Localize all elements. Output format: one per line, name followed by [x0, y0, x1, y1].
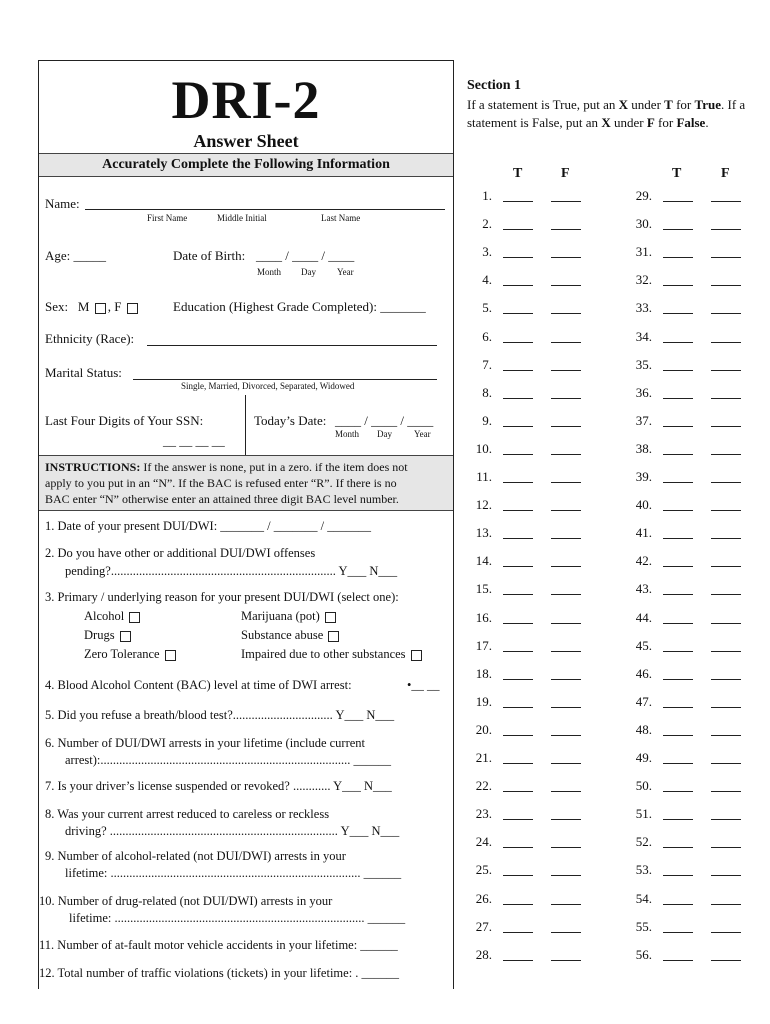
- item-number: 15.: [475, 581, 492, 597]
- question-7[interactable]: 7. Is your driver’s license suspended or revoked? ............ Y___ N___: [45, 779, 392, 793]
- question-9: 9. Number of alcohol-related (not DUI/DWI) arrests in your: [45, 849, 346, 863]
- question-2: 2. Do you have other or additional DUI/DWI offenses: [45, 546, 316, 560]
- item-number: 45.: [635, 637, 652, 653]
- answer-t-blank[interactable]: [503, 538, 533, 539]
- item-number: 21.: [475, 750, 492, 765]
- answer-t-blank[interactable]: [503, 679, 533, 680]
- answer-f-blank[interactable]: [711, 763, 741, 764]
- answer-f-blank[interactable]: [551, 426, 581, 427]
- answer-f-blank[interactable]: [711, 819, 741, 820]
- answer-t-blank[interactable]: [503, 313, 533, 314]
- item-number: 6.: [482, 328, 492, 344]
- answer-f-blank[interactable]: [551, 201, 581, 202]
- q3-option-marijuana[interactable]: Marijuana (pot): [241, 609, 338, 624]
- item-number: 27.: [475, 918, 492, 934]
- answer-f-blank[interactable]: [551, 566, 581, 567]
- item-number: 3.: [482, 244, 492, 260]
- answer-f-blank[interactable]: [551, 313, 581, 314]
- form-title: DRI-2: [171, 70, 321, 130]
- answer-f-blank[interactable]: [711, 370, 741, 371]
- sex-label: Sex:: [45, 299, 69, 314]
- answer-t-blank[interactable]: [503, 651, 533, 652]
- answer-f-blank[interactable]: [711, 313, 741, 314]
- answer-f-blank[interactable]: [551, 229, 581, 230]
- item-number: 55.: [635, 918, 652, 934]
- answer-t-blank[interactable]: [503, 201, 533, 202]
- item-number: 20.: [475, 721, 492, 737]
- answer-f-blank[interactable]: [551, 791, 581, 792]
- answer-f-blank[interactable]: [551, 285, 581, 286]
- item-number: 30.: [635, 216, 652, 232]
- item-number: 28.: [475, 946, 492, 962]
- answer-f-blank[interactable]: [551, 904, 581, 905]
- answer-f-blank[interactable]: [551, 763, 581, 764]
- answer-f-blank[interactable]: [551, 735, 581, 736]
- question-4: 4. Blood Alcohol Content (BAC) level at time of DWI arrest:: [45, 678, 352, 692]
- answer-f-blank[interactable]: [711, 285, 741, 286]
- answer-t-blank[interactable]: [503, 594, 533, 595]
- today-year-caption: Year: [414, 429, 431, 439]
- name-field[interactable]: [85, 209, 445, 210]
- item-number: 2.: [482, 216, 492, 232]
- answer-t-blank[interactable]: [503, 904, 533, 905]
- item-number: 8.: [482, 384, 492, 400]
- answer-t-blank[interactable]: [503, 763, 533, 764]
- answer-t-blank[interactable]: [663, 819, 693, 820]
- first-name-caption: First Name: [147, 213, 188, 223]
- item-number: 50.: [635, 778, 652, 794]
- answer-t-blank[interactable]: [663, 566, 693, 567]
- sex-f-checkbox[interactable]: [127, 303, 138, 314]
- q3-option-drugs[interactable]: Drugs: [84, 628, 133, 643]
- question-2-answer[interactable]: pending?........................................................................ Y___ N___: [65, 564, 398, 578]
- ethnicity-field[interactable]: [147, 345, 437, 346]
- answer-t-blank[interactable]: [503, 342, 533, 343]
- q3-option-other-substances[interactable]: Impaired due to other substances: [241, 647, 424, 662]
- item-number: 25.: [475, 862, 492, 878]
- answer-f-blank[interactable]: [551, 257, 581, 258]
- right-col-t-header: T: [672, 166, 682, 181]
- item-number: 10.: [475, 440, 492, 456]
- sex-m-label: M: [77, 299, 90, 314]
- dob-label: Date of Birth:: [173, 248, 246, 263]
- answer-f-blank[interactable]: [711, 398, 741, 399]
- answer-f-blank[interactable]: [711, 482, 741, 483]
- answer-f-blank[interactable]: [551, 932, 581, 933]
- today-label: Today’s Date:: [254, 413, 327, 428]
- q3-option-substance-abuse[interactable]: Substance abuse: [241, 628, 341, 643]
- answer-t-blank[interactable]: [503, 932, 533, 933]
- answer-f-blank[interactable]: [711, 454, 741, 455]
- item-number: 41.: [635, 525, 652, 541]
- question-5[interactable]: 5. Did you refuse a breath/blood test?................................ Y___ N___: [45, 708, 395, 722]
- dob-year-caption: Year: [337, 267, 354, 277]
- item-number: 56.: [635, 946, 652, 962]
- answer-f-blank[interactable]: [551, 651, 581, 652]
- answer-f-blank[interactable]: [551, 707, 581, 708]
- item-number: 52.: [635, 834, 652, 850]
- item-number: 43.: [635, 581, 652, 597]
- item-number: 13.: [475, 525, 492, 541]
- item-number: 22.: [475, 778, 492, 794]
- question-6-answer[interactable]: arrest):................................................................................ ______: [65, 753, 392, 767]
- answer-f-blank[interactable]: [711, 932, 741, 933]
- item-number: 48.: [635, 721, 652, 737]
- item-number: 12.: [475, 497, 492, 513]
- answer-f-blank[interactable]: [711, 566, 741, 567]
- ssn-label: Last Four Digits of Your SSN:: [45, 413, 204, 428]
- answer-f-blank[interactable]: [711, 257, 741, 258]
- answer-t-blank[interactable]: [663, 791, 693, 792]
- answer-t-blank[interactable]: [503, 510, 533, 511]
- answer-t-blank[interactable]: [663, 398, 693, 399]
- question-10: 10. Number of drug-related (not DUI/DWI) arrests in your: [39, 894, 333, 908]
- answer-t-blank[interactable]: [503, 454, 533, 455]
- section-1-title: Section 1: [467, 78, 522, 93]
- answer-t-blank[interactable]: [503, 791, 533, 792]
- item-number: 38.: [635, 440, 652, 456]
- answer-t-blank[interactable]: [503, 257, 533, 258]
- question-12[interactable]: 12. Total number of traffic violations (tickets) in your lifetime: . ______: [39, 966, 400, 980]
- item-number: 53.: [635, 862, 652, 878]
- marital-field[interactable]: [133, 379, 437, 380]
- question-6: 6. Number of DUI/DWI arrests in your lifetime (include current: [45, 736, 366, 750]
- answer-t-blank[interactable]: [503, 960, 533, 961]
- today-day-caption: Day: [377, 429, 392, 439]
- last-name-caption: Last Name: [321, 213, 361, 223]
- answer-f-blank[interactable]: [711, 594, 741, 595]
- answer-t-blank[interactable]: [503, 482, 533, 483]
- answer-t-blank[interactable]: [663, 594, 693, 595]
- instructions-heading: INSTRUCTIONS:: [45, 460, 141, 474]
- item-number: 33.: [635, 300, 652, 316]
- answer-f-blank[interactable]: [711, 679, 741, 680]
- question-3: 3. Primary / underlying reason for your present DUI/DWI (select one):: [45, 590, 399, 604]
- q3-option-alcohol[interactable]: Alcohol: [84, 609, 142, 624]
- item-number: 42.: [635, 553, 652, 569]
- answer-t-blank[interactable]: [663, 707, 693, 708]
- q3-option-zero-tolerance[interactable]: Zero Tolerance: [84, 647, 178, 662]
- other-substances-checkbox[interactable]: [411, 650, 422, 661]
- answer-f-blank[interactable]: [551, 847, 581, 848]
- item-number: 9.: [482, 412, 492, 428]
- section-1-instructions: If a statement is True, put an X under T for True. If a statement is False, put an X under F for False.: [467, 97, 746, 130]
- item-number: 29.: [635, 188, 652, 203]
- dob-day-caption: Day: [301, 267, 316, 277]
- answer-f-blank[interactable]: [551, 875, 581, 876]
- form-subtitle: Answer Sheet: [193, 131, 299, 151]
- answer-t-blank[interactable]: [503, 623, 533, 624]
- item-number: 1.: [482, 188, 492, 203]
- answer-t-blank[interactable]: [663, 285, 693, 286]
- item-number: 32.: [635, 272, 652, 288]
- ethnicity-label: Ethnicity (Race):: [45, 331, 135, 346]
- drugs-checkbox[interactable]: [120, 631, 131, 642]
- answer-t-blank[interactable]: [663, 313, 693, 314]
- answer-f-blank[interactable]: [711, 201, 741, 202]
- answer-f-blank[interactable]: [551, 342, 581, 343]
- answer-t-blank[interactable]: [663, 932, 693, 933]
- answer-f-blank[interactable]: [711, 904, 741, 905]
- answer-f-blank[interactable]: [551, 679, 581, 680]
- dob-month-caption: Month: [257, 267, 282, 277]
- answer-t-blank[interactable]: [663, 875, 693, 876]
- item-number: 19.: [475, 693, 492, 709]
- info-bar: Accurately Complete the Following Information: [39, 153, 453, 177]
- instructions-box: [39, 455, 453, 511]
- name-label: Name:: [45, 196, 80, 211]
- answer-t-blank[interactable]: [503, 370, 533, 371]
- marital-options-caption: Single, Married, Divorced, Separated, Widowed: [181, 381, 355, 391]
- answer-f-blank[interactable]: [551, 960, 581, 961]
- answer-t-blank[interactable]: [663, 229, 693, 230]
- answer-t-blank[interactable]: [663, 847, 693, 848]
- marijuana-checkbox[interactable]: [325, 612, 336, 623]
- answer-f-blank[interactable]: [551, 398, 581, 399]
- item-number: 14.: [475, 553, 492, 569]
- question-8: 8. Was your current arrest reduced to careless or reckless: [45, 807, 330, 821]
- item-number: 16.: [475, 609, 492, 625]
- item-number: 23.: [475, 806, 492, 822]
- answer-t-blank[interactable]: [503, 707, 533, 708]
- instructions-line-2: apply to you put in an “N”. If the BAC is refused enter “R”. If there is no: [45, 476, 397, 490]
- answer-t-blank[interactable]: [663, 482, 693, 483]
- item-number: 5.: [482, 300, 492, 316]
- answer-t-blank[interactable]: [663, 426, 693, 427]
- item-number: 44.: [635, 609, 652, 625]
- answer-t-blank[interactable]: [503, 819, 533, 820]
- answer-t-blank[interactable]: [503, 398, 533, 399]
- answer-f-blank[interactable]: [711, 960, 741, 961]
- item-number: 37.: [635, 412, 652, 428]
- zero-tolerance-checkbox[interactable]: [165, 650, 176, 661]
- answer-t-blank[interactable]: [663, 904, 693, 905]
- item-number: 36.: [635, 384, 652, 400]
- question-10-answer[interactable]: lifetime: ................................................................................ ______: [69, 911, 406, 925]
- ssn-field[interactable]: __ __ __ __: [163, 433, 225, 448]
- answer-f-blank[interactable]: [551, 454, 581, 455]
- answer-t-blank[interactable]: [663, 623, 693, 624]
- answer-t-blank[interactable]: [503, 875, 533, 876]
- answer-f-blank[interactable]: [551, 510, 581, 511]
- answer-f-blank[interactable]: [711, 510, 741, 511]
- item-number: 40.: [635, 497, 652, 513]
- answer-f-blank[interactable]: [711, 707, 741, 708]
- answer-f-blank[interactable]: [551, 819, 581, 820]
- item-number: 11.: [476, 469, 492, 484]
- answer-t-blank[interactable]: [503, 426, 533, 427]
- item-number: 4.: [482, 272, 492, 288]
- answer-f-blank[interactable]: [551, 538, 581, 539]
- answer-t-blank[interactable]: [663, 651, 693, 652]
- education-field[interactable]: Education (Highest Grade Completed): _______: [173, 299, 426, 314]
- item-number: 54.: [635, 890, 652, 906]
- answer-t-blank[interactable]: [663, 510, 693, 511]
- item-number: 51.: [635, 806, 652, 822]
- alcohol-checkbox[interactable]: [129, 612, 140, 623]
- today-month-caption: Month: [335, 429, 360, 439]
- item-number: 39.: [635, 469, 652, 484]
- answer-f-blank[interactable]: [551, 623, 581, 624]
- answer-f-blank[interactable]: [711, 426, 741, 427]
- today-field[interactable]: ____ / ____ / ____: [335, 413, 434, 428]
- answer-f-blank[interactable]: [711, 875, 741, 876]
- left-col-t-header: T: [513, 166, 523, 181]
- instructions-line-1: If the answer is none, put in a zero. if the item does not: [140, 460, 408, 474]
- answer-t-blank[interactable]: [663, 370, 693, 371]
- answer-t-blank[interactable]: [503, 566, 533, 567]
- answer-f-blank[interactable]: [711, 791, 741, 792]
- middle-initial-caption: Middle Initial: [217, 213, 267, 223]
- answer-f-blank[interactable]: [711, 229, 741, 230]
- answer-f-blank[interactable]: [711, 735, 741, 736]
- question-8-answer[interactable]: driving? ......................................................................... Y___ N___: [65, 824, 400, 838]
- answer-f-blank[interactable]: [711, 538, 741, 539]
- answer-t-blank[interactable]: [503, 285, 533, 286]
- item-number: 26.: [475, 890, 492, 906]
- left-col-f-header: F: [561, 166, 570, 181]
- item-number: 7.: [482, 356, 492, 372]
- item-number: 24.: [475, 834, 492, 850]
- marital-label: Marital Status:: [45, 365, 122, 380]
- dob-field[interactable]: ____ / ____ / ____: [256, 248, 355, 263]
- ssn-divider: [245, 395, 246, 455]
- sex-f-label: , F: [107, 299, 122, 314]
- answer-sheet-panel: [38, 60, 454, 989]
- answer-t-blank[interactable]: [663, 679, 693, 680]
- age-field[interactable]: Age: _____: [45, 248, 107, 263]
- answer-t-blank[interactable]: [503, 735, 533, 736]
- answer-f-blank[interactable]: [551, 482, 581, 483]
- sex-row: [45, 299, 140, 315]
- sex-m-checkbox[interactable]: [95, 303, 106, 314]
- answer-t-blank[interactable]: [503, 229, 533, 230]
- answer-t-blank[interactable]: [663, 960, 693, 961]
- answer-t-blank[interactable]: [663, 342, 693, 343]
- answer-f-blank[interactable]: [711, 651, 741, 652]
- answer-t-blank[interactable]: [503, 847, 533, 848]
- answer-t-blank[interactable]: [663, 735, 693, 736]
- item-number: 31.: [635, 244, 652, 260]
- question-9-answer[interactable]: lifetime: ................................................................................ ______: [65, 866, 402, 880]
- answer-f-blank[interactable]: [711, 623, 741, 624]
- answer-t-blank[interactable]: [663, 763, 693, 764]
- answer-t-blank[interactable]: [663, 201, 693, 202]
- item-number: 34.: [635, 328, 652, 344]
- answer-f-blank[interactable]: [711, 342, 741, 343]
- answer-f-blank[interactable]: [551, 370, 581, 371]
- item-number: 17.: [475, 637, 492, 653]
- substance-abuse-checkbox[interactable]: [328, 631, 339, 642]
- answer-t-blank[interactable]: [663, 538, 693, 539]
- question-1[interactable]: 1. Date of your present DUI/DWI: _______ / _______ / _______: [45, 519, 371, 533]
- item-number: 47.: [635, 693, 652, 709]
- instructions-line-3: BAC enter “N” otherwise enter an attained three digit BAC level number.: [45, 492, 399, 506]
- answer-f-blank[interactable]: [551, 594, 581, 595]
- item-number: 35.: [635, 356, 652, 372]
- item-number: 49.: [635, 750, 652, 765]
- right-col-f-header: F: [721, 166, 730, 181]
- question-4-answer[interactable]: •__ __: [407, 678, 440, 692]
- answer-t-blank[interactable]: [663, 257, 693, 258]
- answer-t-blank[interactable]: [663, 454, 693, 455]
- item-number: 18.: [475, 665, 492, 681]
- answer-f-blank[interactable]: [711, 847, 741, 848]
- question-11[interactable]: 11. Number of at-fault motor vehicle accidents in your lifetime: ______: [39, 938, 398, 952]
- item-number: 46.: [635, 665, 652, 681]
